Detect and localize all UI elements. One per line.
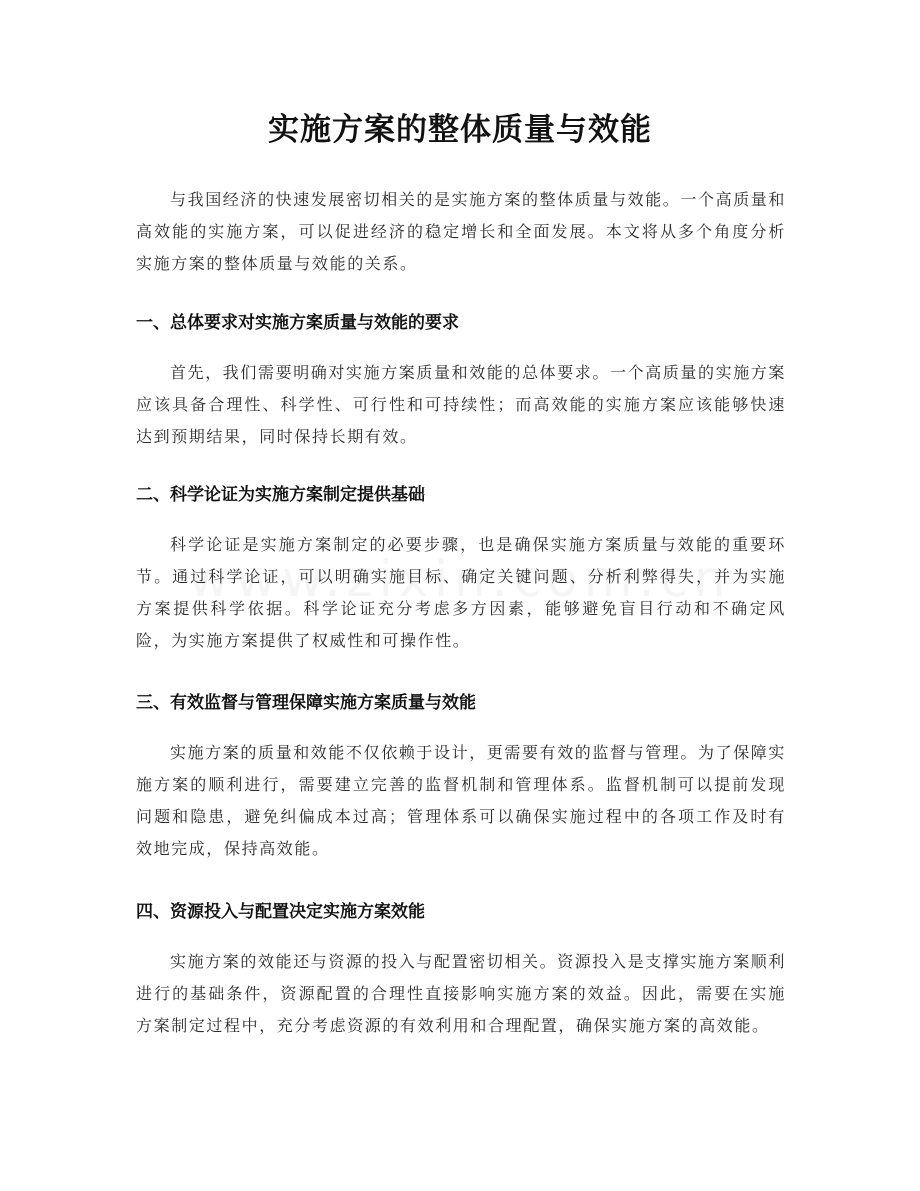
section-body-3: 实施方案的质量和效能不仅依赖于设计，更需要有效的监督与管理。为了保障实施方案的顺利进行，需要建立完善的监督机制和管理体系。监督机制可以提前发现问题和隐患，避免纠偏成本过高；管理体系可以确保实施过程中的各项工作及时有效地完成，保持高效能。 — [136, 743, 787, 858]
section-heading-4: 四、资源投入与配置决定实施方案效能 — [136, 902, 425, 922]
page-title: 实施方案的整体质量与效能 — [268, 112, 652, 148]
section-heading-1: 一、总体要求对实施方案质量与效能的要求 — [136, 313, 459, 333]
section-heading-2: 二、科学论证为实施方案制定提供基础 — [136, 485, 425, 505]
section-body-2: 科学论证是实施方案制定的必要步骤，也是确保实施方案质量与效能的重要环节。通过科学论证，可以明确实施目标、确定关键问题、分析利弊得失，并为实施方案提供科学依据。科学论证充分考虑多方因素，能够避免盲目行动和不确定风险，为实施方案提供了权威性和可操作性。 — [136, 535, 786, 650]
intro-paragraph: 与我国经济的快速发展密切相关的是实施方案的整体质量与效能。一个高质量和高效能的实施方案，可以促进经济的稳定增长和全面发展。本文将从多个角度分析实施方案的整体质量与效能的关系。 — [136, 190, 787, 273]
section-body-4: 实施方案的效能还与资源的投入与配置密切相关。资源投入是支撑实施方案顺利进行的基础条件，资源配置的合理性直接影响实施方案的效益。因此，需要在实施方案制定过程中，充分考虑资源的有效利用和合理配置，确保实施方案的高效能。 — [136, 952, 787, 1035]
section-heading-3: 三、有效监督与管理保障实施方案质量与效能 — [136, 693, 476, 713]
section-body-1: 首先，我们需要明确对实施方案质量和效能的总体要求。一个高质量的实施方案应该具备合理性、科学性、可行性和可持续性；而高效能的实施方案应该能够快速达到预期结果，同时保持长期有效。 — [136, 363, 787, 446]
